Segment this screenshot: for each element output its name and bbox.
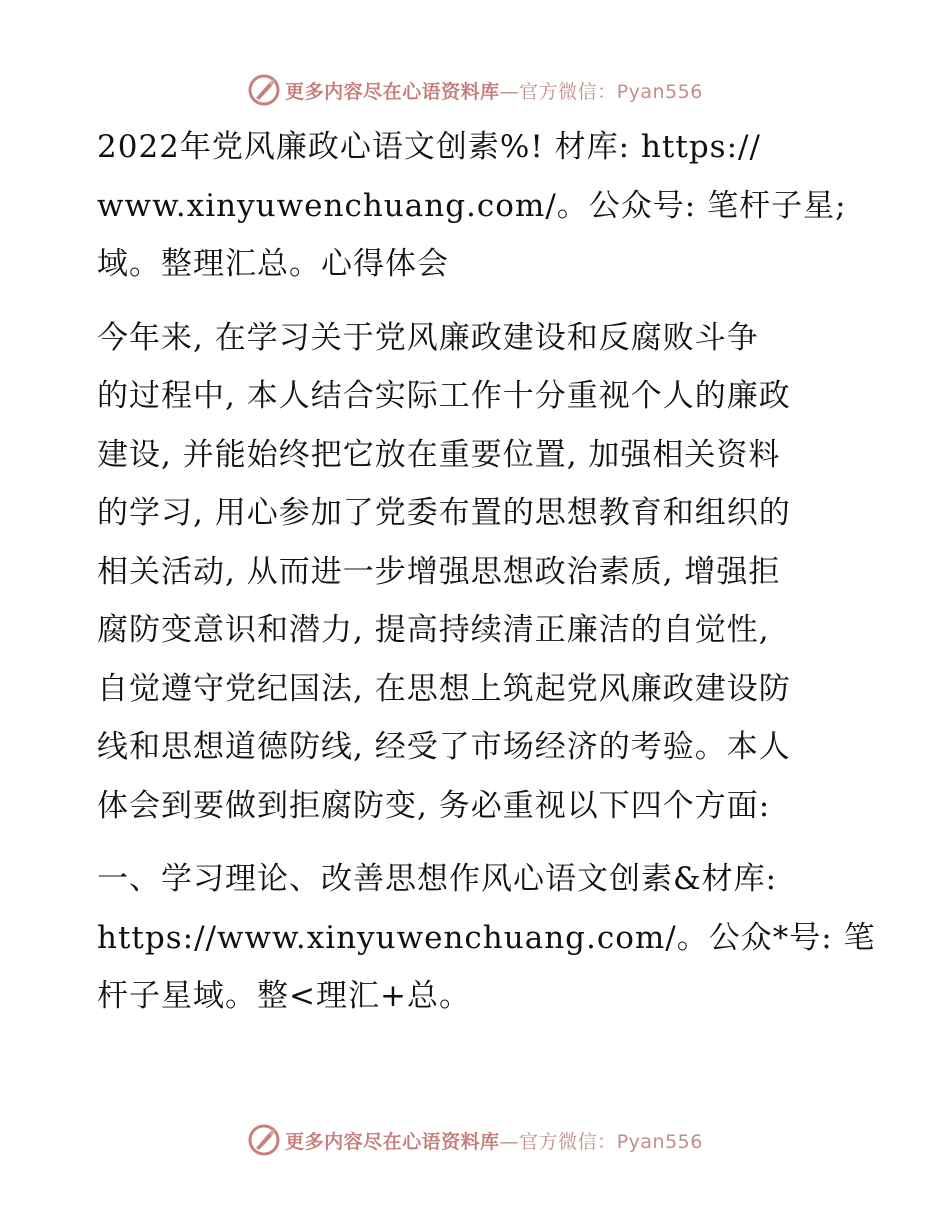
pen-circle-logo-icon	[247, 73, 281, 107]
banner-wechat-id: Pyan556	[616, 80, 703, 103]
text-line: 2022年党风廉政心语文创素%! 材库: https://	[97, 129, 761, 165]
footer-banner-text	[285, 1127, 703, 1154]
document-body	[97, 118, 876, 1041]
banner-wechat-label: 官方微信：	[519, 1130, 617, 1153]
paragraph-section-one	[97, 850, 876, 1026]
text-line: 腐防变意识和潜力, 提高持续清正廉洁的自觉性,	[97, 612, 770, 648]
text-line: 的学习, 用心参加了党委布置的思想教育和组织的	[97, 495, 791, 531]
text-line: 自觉遵守党纪国法, 在思想上筑起党风廉政建设防	[97, 670, 791, 707]
text-line: 建设, 并能始终把它放在重要位置, 加强相关资料	[97, 436, 781, 473]
banner-site-name: 更多内容尽在心语资料库	[285, 1130, 500, 1153]
banner-site-name: 更多内容尽在心语资料库	[285, 80, 500, 103]
paragraph-main	[97, 309, 857, 836]
text-line: 体会到要做到拒腐防变, 务必重视以下四个方面:	[97, 787, 771, 824]
banner-separator: —	[499, 1130, 520, 1153]
banner-separator: —	[499, 80, 520, 103]
text-line: 今年来, 在学习关于党风廉政建设和反腐败斗争	[97, 319, 759, 356]
header-watermark-banner	[0, 70, 950, 110]
text-line: www.xinyuwenchuang.com/。公众号: 笔杆子星;	[97, 187, 847, 224]
text-line: 一、学习理论、改善思想作风心语文创素&材库:	[97, 861, 778, 897]
footer-watermark-banner	[0, 1120, 950, 1160]
pen-circle-logo-icon	[247, 1123, 281, 1157]
text-line: 的过程中, 本人结合实际工作十分重视个人的廉政	[97, 378, 791, 414]
banner-wechat-label: 官方微信：	[519, 80, 617, 103]
text-line: 杆子星域。整<理汇+总。	[97, 978, 471, 1014]
text-line: 相关活动, 从而进一步增强思想政治素质, 增强拒	[97, 553, 781, 590]
text-line: 域。整理汇总。心得体会	[97, 246, 449, 282]
paragraph-intro	[97, 118, 857, 294]
text-line: 线和思想道德防线, 经受了市场经济的考验。本人	[97, 729, 791, 765]
text-line: https://www.xinyuwenchuang.com/。公众*号: 笔	[97, 919, 876, 956]
banner-wechat-id: Pyan556	[616, 1130, 703, 1153]
header-banner-text	[285, 77, 703, 104]
